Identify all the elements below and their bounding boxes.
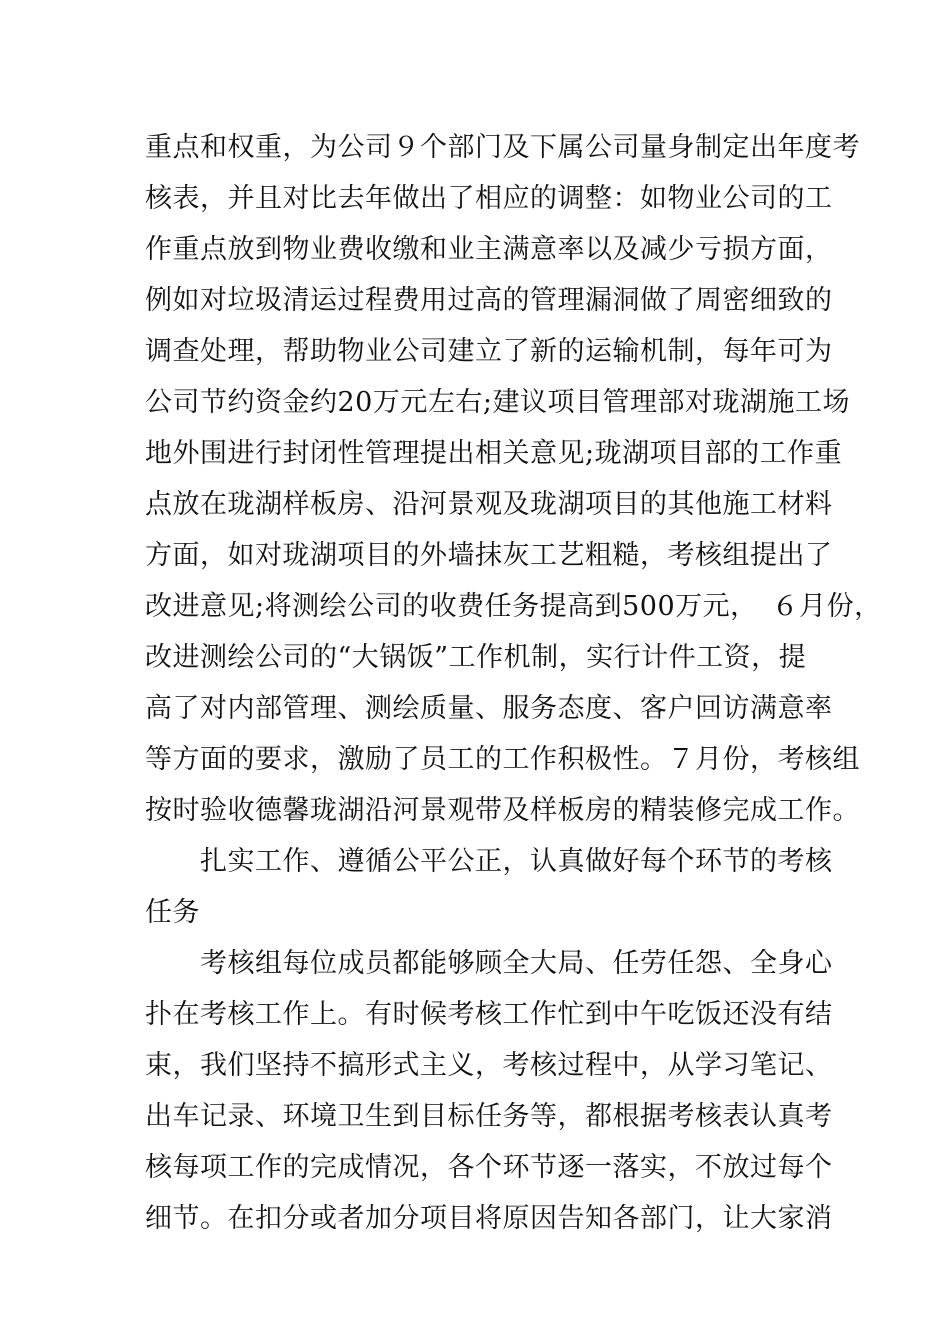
paragraph-line: 按时验收德馨珑湖沿河景观带及样板房的精装修完成工作。 [145,795,860,826]
paragraph-line: 改进意见;将测绘公司的收费任务提高到500万元， ６月份， [145,591,882,622]
paragraph-line: 束，我们坚持不搞形式主义，考核过程中，从学习笔记、 [145,1050,833,1081]
paragraph-line: 出车记录、环境卫生到目标任务等，都根据考核表认真考 [145,1101,833,1132]
paragraph-line: 扑在考核工作上。有时候考核工作忙到中午吃饭还没有结 [145,999,833,1030]
paragraph-line: 作重点放到物业费收缴和业主满意率以及减少亏损方面， [145,234,833,265]
paragraph-line: 公司节约资金约20万元左右;建议项目管理部对珑湖施工场 [145,387,850,418]
paragraph-line: 调查处理，帮助物业公司建立了新的运输机制，每年可为 [145,336,833,367]
paragraph-line: 改进测绘公司的“大锅饭”工作机制，实行计件工资，提 [145,642,807,673]
paragraph-line: 例如对垃圾清运过程费用过高的管理漏洞做了周密细致的 [145,285,833,316]
paragraph-line: 等方面的要求，激励了员工的工作积极性。７月份，考核组 [145,744,860,775]
paragraph-line: 方面，如对珑湖项目的外墙抹灰工艺粗糙，考核组提出了 [145,540,833,571]
paragraph-line: 高了对内部管理、测绘质量、服务态度、客户回访满意率 [145,693,833,724]
paragraph-line: 核每项工作的完成情况，各个环节逐一落实，不放过每个 [145,1152,833,1183]
paragraph-line: 考核组每位成员都能够顾全大局、任劳任怨、全身心 [200,948,833,979]
paragraph-line: 重点和权重，为公司９个部门及下属公司量身制定出年度考 [145,132,860,163]
paragraph-line: 细节。在扣分或者加分项目将原因告知各部门，让大家消 [145,1203,833,1234]
paragraph-line: 点放在珑湖样板房、沿河景观及珑湖项目的其他施工材料 [145,489,833,520]
paragraph-line: 地外围进行封闭性管理提出相关意见;珑湖项目部的工作重 [145,438,843,469]
section-heading-line: 任务 [145,897,200,928]
section-heading-line: 扎实工作、遵循公平公正，认真做好每个环节的考核 [200,846,833,877]
paragraph-line: 核表，并且对比去年做出了相应的调整：如物业公司的工 [145,183,833,214]
